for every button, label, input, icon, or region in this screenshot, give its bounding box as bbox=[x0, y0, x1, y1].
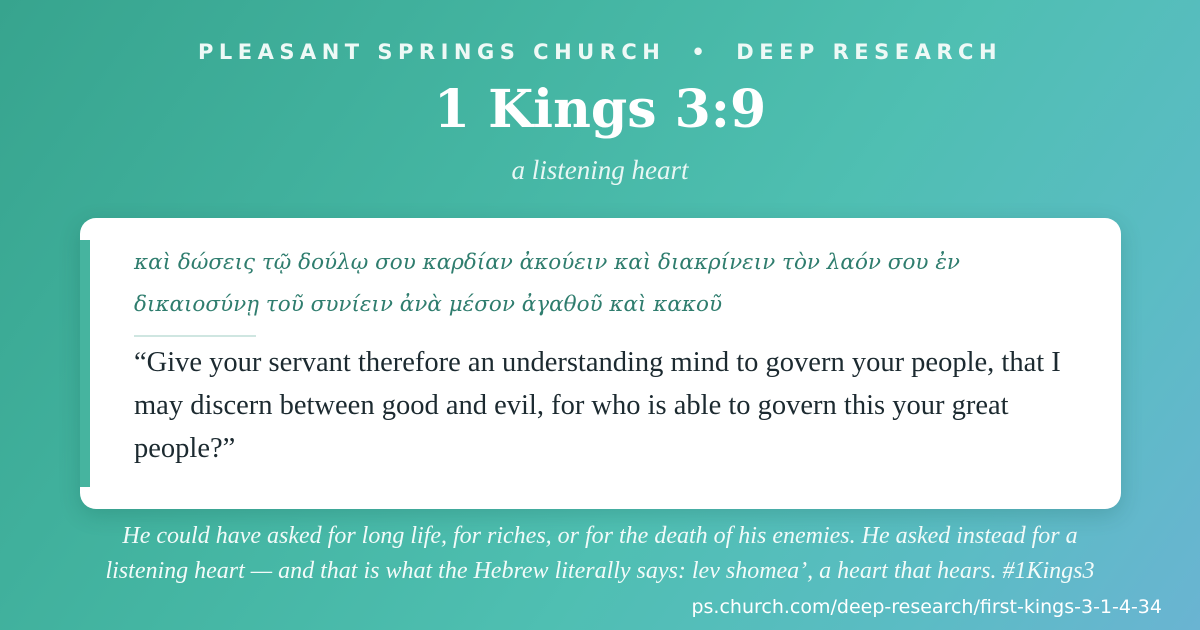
verse-divider bbox=[134, 335, 256, 337]
verse-card bbox=[80, 218, 1121, 509]
page-subtitle: a listening heart bbox=[511, 155, 689, 185]
church-name: PLEASANT SPRINGS CHURCH bbox=[197, 40, 666, 64]
site-header bbox=[0, 40, 1200, 64]
card-accent-bar bbox=[80, 240, 90, 487]
english-verse-text: “Give your servant therefore an understanding mind to govern your people, that I may discern between good and evil, for who is able to govern this your great people?” bbox=[134, 347, 1061, 464]
section-name: DEEP RESEARCH bbox=[736, 40, 1003, 64]
page-url-link[interactable]: ps.church.com/deep-research/first-kings-3-1-4-34 bbox=[691, 596, 1162, 618]
commentary-text: He could have asked for long life, for riches, or for the death of his enemies. He asked instead for a listening heart — and that is what the Hebrew literally says: lev shomea’, a heart that hears. #1Kings3 bbox=[105, 523, 1095, 584]
greek-verse-text: καὶ δώσεις τῷ δούλῳ σου καρδίαν ἀκούειν καὶ διακρίνειν τὸν λαόν σου ἐν δικαιοσύνῃ τοῦ συνίειν ἀνὰ μέσον ἀγαθοῦ καὶ κακοῦ bbox=[134, 250, 960, 317]
scripture-reference: 1 Kings 3:9 bbox=[433, 79, 767, 140]
header-separator: • bbox=[691, 40, 711, 64]
